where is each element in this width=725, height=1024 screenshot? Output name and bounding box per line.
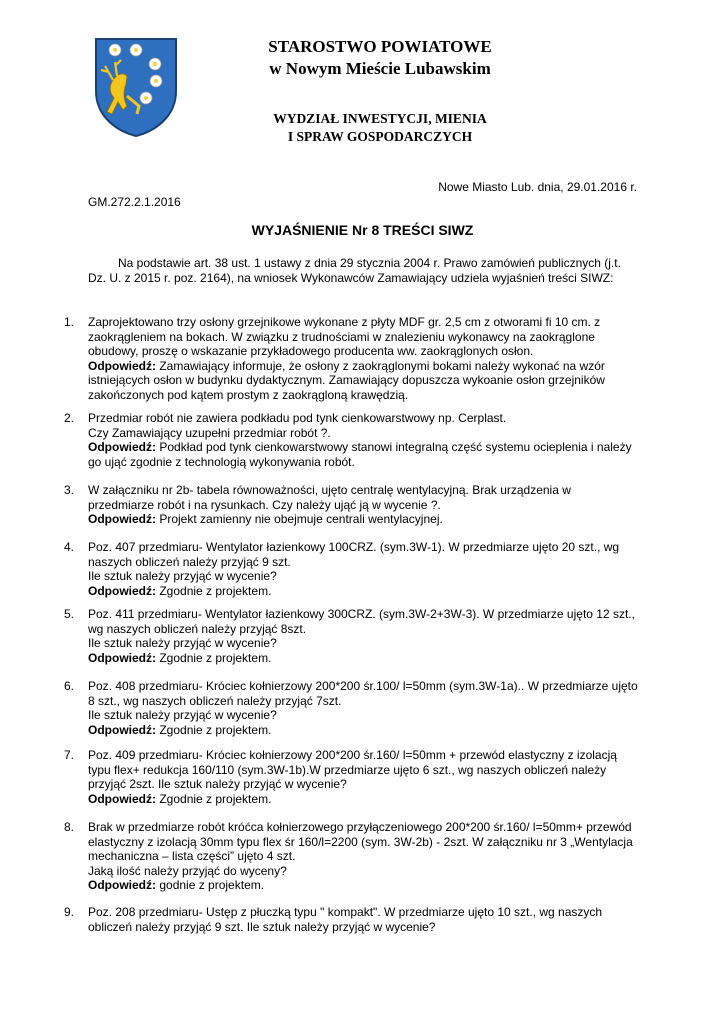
department-name (200, 110, 560, 146)
answer-label: Odpowiedź: (88, 650, 156, 665)
question-text: W załączniku nr 2b- tabela równoważności, ujęto centralę wentylacyjną. Brak urządzenia w przedmiarze robót i na rysunkach. Czy należy ująć ją w wycenie ?. (88, 483, 571, 512)
question-text: Poz. 409 przedmiaru- Króciec kołnierzowy 200*200 śr.160/ l=50mm + przewód elastyczny z izolacją typu flex+ redukcja 160/110 (sym.3W-1b).W przedmiarze ujęto 6 szt., wg naszych obliczeń należy przyjąć 2szt. Ile sztuk należy przyjąć w wycenie? (88, 748, 617, 791)
answer-text: Zgodnie z projektem. (159, 583, 272, 598)
list-item (64, 411, 640, 469)
answer-label: Odpowiedź: (88, 878, 156, 892)
answer-label: Odpowiedź: (88, 440, 156, 454)
answer-label: Odpowiedź: (88, 722, 156, 737)
list-item (64, 315, 640, 402)
item-number: 5. (64, 607, 75, 621)
answer-line (88, 512, 640, 527)
answer-label: Odpowiedź: (88, 512, 156, 526)
office-name-line2: w Nowym Mieście Lubawskim (269, 59, 491, 78)
place-date: Nowe Miasto Lub. dnia, 29.01.2016 r. (438, 180, 637, 194)
answer-text: Zgodnie z projektem. (159, 722, 272, 737)
answer-text: Zamawiający informuje, że osłony z zaokrąglonymi bokami należy wykonać na wzór istniejących osłon w budynku dydaktycznym. Zamawiający dopuszcza wykoanie osłon grzejników zakończonych pod kątem prostym z zaokrągloną krawędzią. (88, 358, 605, 402)
item-number: 3. (64, 483, 75, 497)
answer-line (88, 440, 640, 469)
list-item (64, 679, 640, 737)
department-name-line2: I SPRAW GOSPODARCZYCH (287, 129, 473, 144)
answer-text: Zgodnie z projektem. (159, 791, 272, 806)
question-text: Poz. 208 przedmiaru- Ustęp z płuczką typu " kompakt". W przedmiarze ujęto 10 szt., wg naszych obliczeń należy przyjąć 9 szt. Ile sztuk należy przyjąć w wycenie? (88, 905, 603, 934)
list-item (64, 607, 640, 665)
question-followup: Ile sztuk należy przyjąć w wycenie? (88, 708, 277, 722)
list-item (64, 748, 640, 806)
reference-number: GM.272.2.1.2016 (88, 195, 181, 209)
item-number: 8. (64, 820, 75, 834)
question-text: Poz. 408 przedmiaru- Króciec kołnierzowy 200*200 śr.100/ l=50mm (sym.3W-1a).. W przedmiarze ujęto 8 szt., wg naszych obliczeń należy przyjąć 7szt. (88, 679, 638, 708)
list-item (64, 820, 640, 893)
question-followup: Czy Zamawiający uzupełni przedmiar robót ?. (88, 425, 331, 440)
list-item (64, 483, 640, 527)
question-text: Zaprojektowano trzy osłony grzejnikowe wykonane z płyty MDF gr. 2,5 cm z otworami fi 10 cm. z zaokrągleniem na bokach. W związku z trudnościami w znalezieniu wykonawcy na zaokrąglone obudowy, proszę o wskazanie przykładowego producenta ww. zaokrąglonych osłon. (88, 315, 601, 358)
question-followup: Ile sztuk należy przyjąć w wycenie? (88, 636, 277, 650)
question-followup: Jaką ilość należy przyjąć do wyceny? (88, 863, 287, 878)
coat-of-arms-icon (93, 36, 179, 138)
answer-text: Zgodnie z projektem. (159, 650, 272, 665)
intro-paragraph: Na podstawie art. 38 ust. 1 ustawy z dnia 29 stycznia 2004 r. Prawo zamówień publicznych (j.t. Dz. U. z 2015 r. poz. 2164), na wniosek Wykonawców Zamawiający udziela wyjaśnień treści SIWZ: (88, 256, 621, 285)
item-number: 1. (64, 315, 75, 329)
answer-line (88, 878, 640, 893)
answer-text: Projekt zamienny nie obejmuje centrali wentylacyjnej. (159, 512, 443, 526)
question-text: Brak w przedmiarze robót króćca kołnierzowego przyłączeniowego 200*200 śr.160/ l=50mm+ przewód elastyczny z izolacją 30mm typu flex śr 160/l=2200 (sym. 3W-2b) - 2szt. W załączniku nr 3 „Wentylacja mechaniczna – lista części” ujęto 4 szt. (88, 820, 633, 863)
answer-label: Odpowiedź: (88, 583, 156, 598)
item-number: 4. (64, 540, 75, 554)
department-name-line1: WYDZIAŁ INWESTYCJI, MIENIA (273, 111, 487, 126)
answer-line (88, 792, 640, 807)
question-followup: Ile sztuk należy przyjąć w wycenie? (88, 569, 277, 583)
item-number: 2. (64, 411, 75, 425)
list-item (64, 905, 640, 934)
answer-line (88, 723, 640, 738)
answer-text: godnie z projektem. (159, 878, 265, 892)
item-number: 9. (64, 905, 75, 919)
answer-line (88, 651, 640, 666)
list-item (64, 540, 640, 598)
office-name (200, 36, 560, 80)
answer-label: Odpowiedź: (88, 791, 156, 806)
answer-text: Podkład pod tynk cienkowarstwowy stanowi integralną część systemu ocieplenia i należy go ująć zgodnie z technologią wykonywania robót. (88, 440, 632, 469)
answer-line (88, 359, 640, 403)
item-number: 7. (64, 748, 75, 762)
answer-line (88, 584, 640, 599)
question-text: Przedmiar robót nie zawiera podkładu pod tynk cienkowarstwowy np. Cerplast. (88, 411, 507, 425)
document-title: WYJAŚNIENIE Nr 8 TREŚCI SIWZ (251, 222, 474, 238)
question-text: Poz. 411 przedmiaru- Wentylator łazienkowy 300CRZ. (sym.3W-2+3W-3). W przedmiarze ujęto 12 szt., wg naszych obliczeń należy przyjąć 8szt. (88, 607, 635, 636)
answer-label: Odpowiedź: (88, 358, 156, 373)
item-number: 6. (64, 679, 75, 693)
question-text: Poz. 407 przedmiaru- Wentylator łazienkowy 100CRZ. (sym.3W-1). W przedmiarze ujęto 20 szt., wg naszych obliczeń należy przyjąć 9 szt. (88, 540, 620, 569)
office-name-line1: STAROSTWO POWIATOWE (268, 37, 492, 56)
